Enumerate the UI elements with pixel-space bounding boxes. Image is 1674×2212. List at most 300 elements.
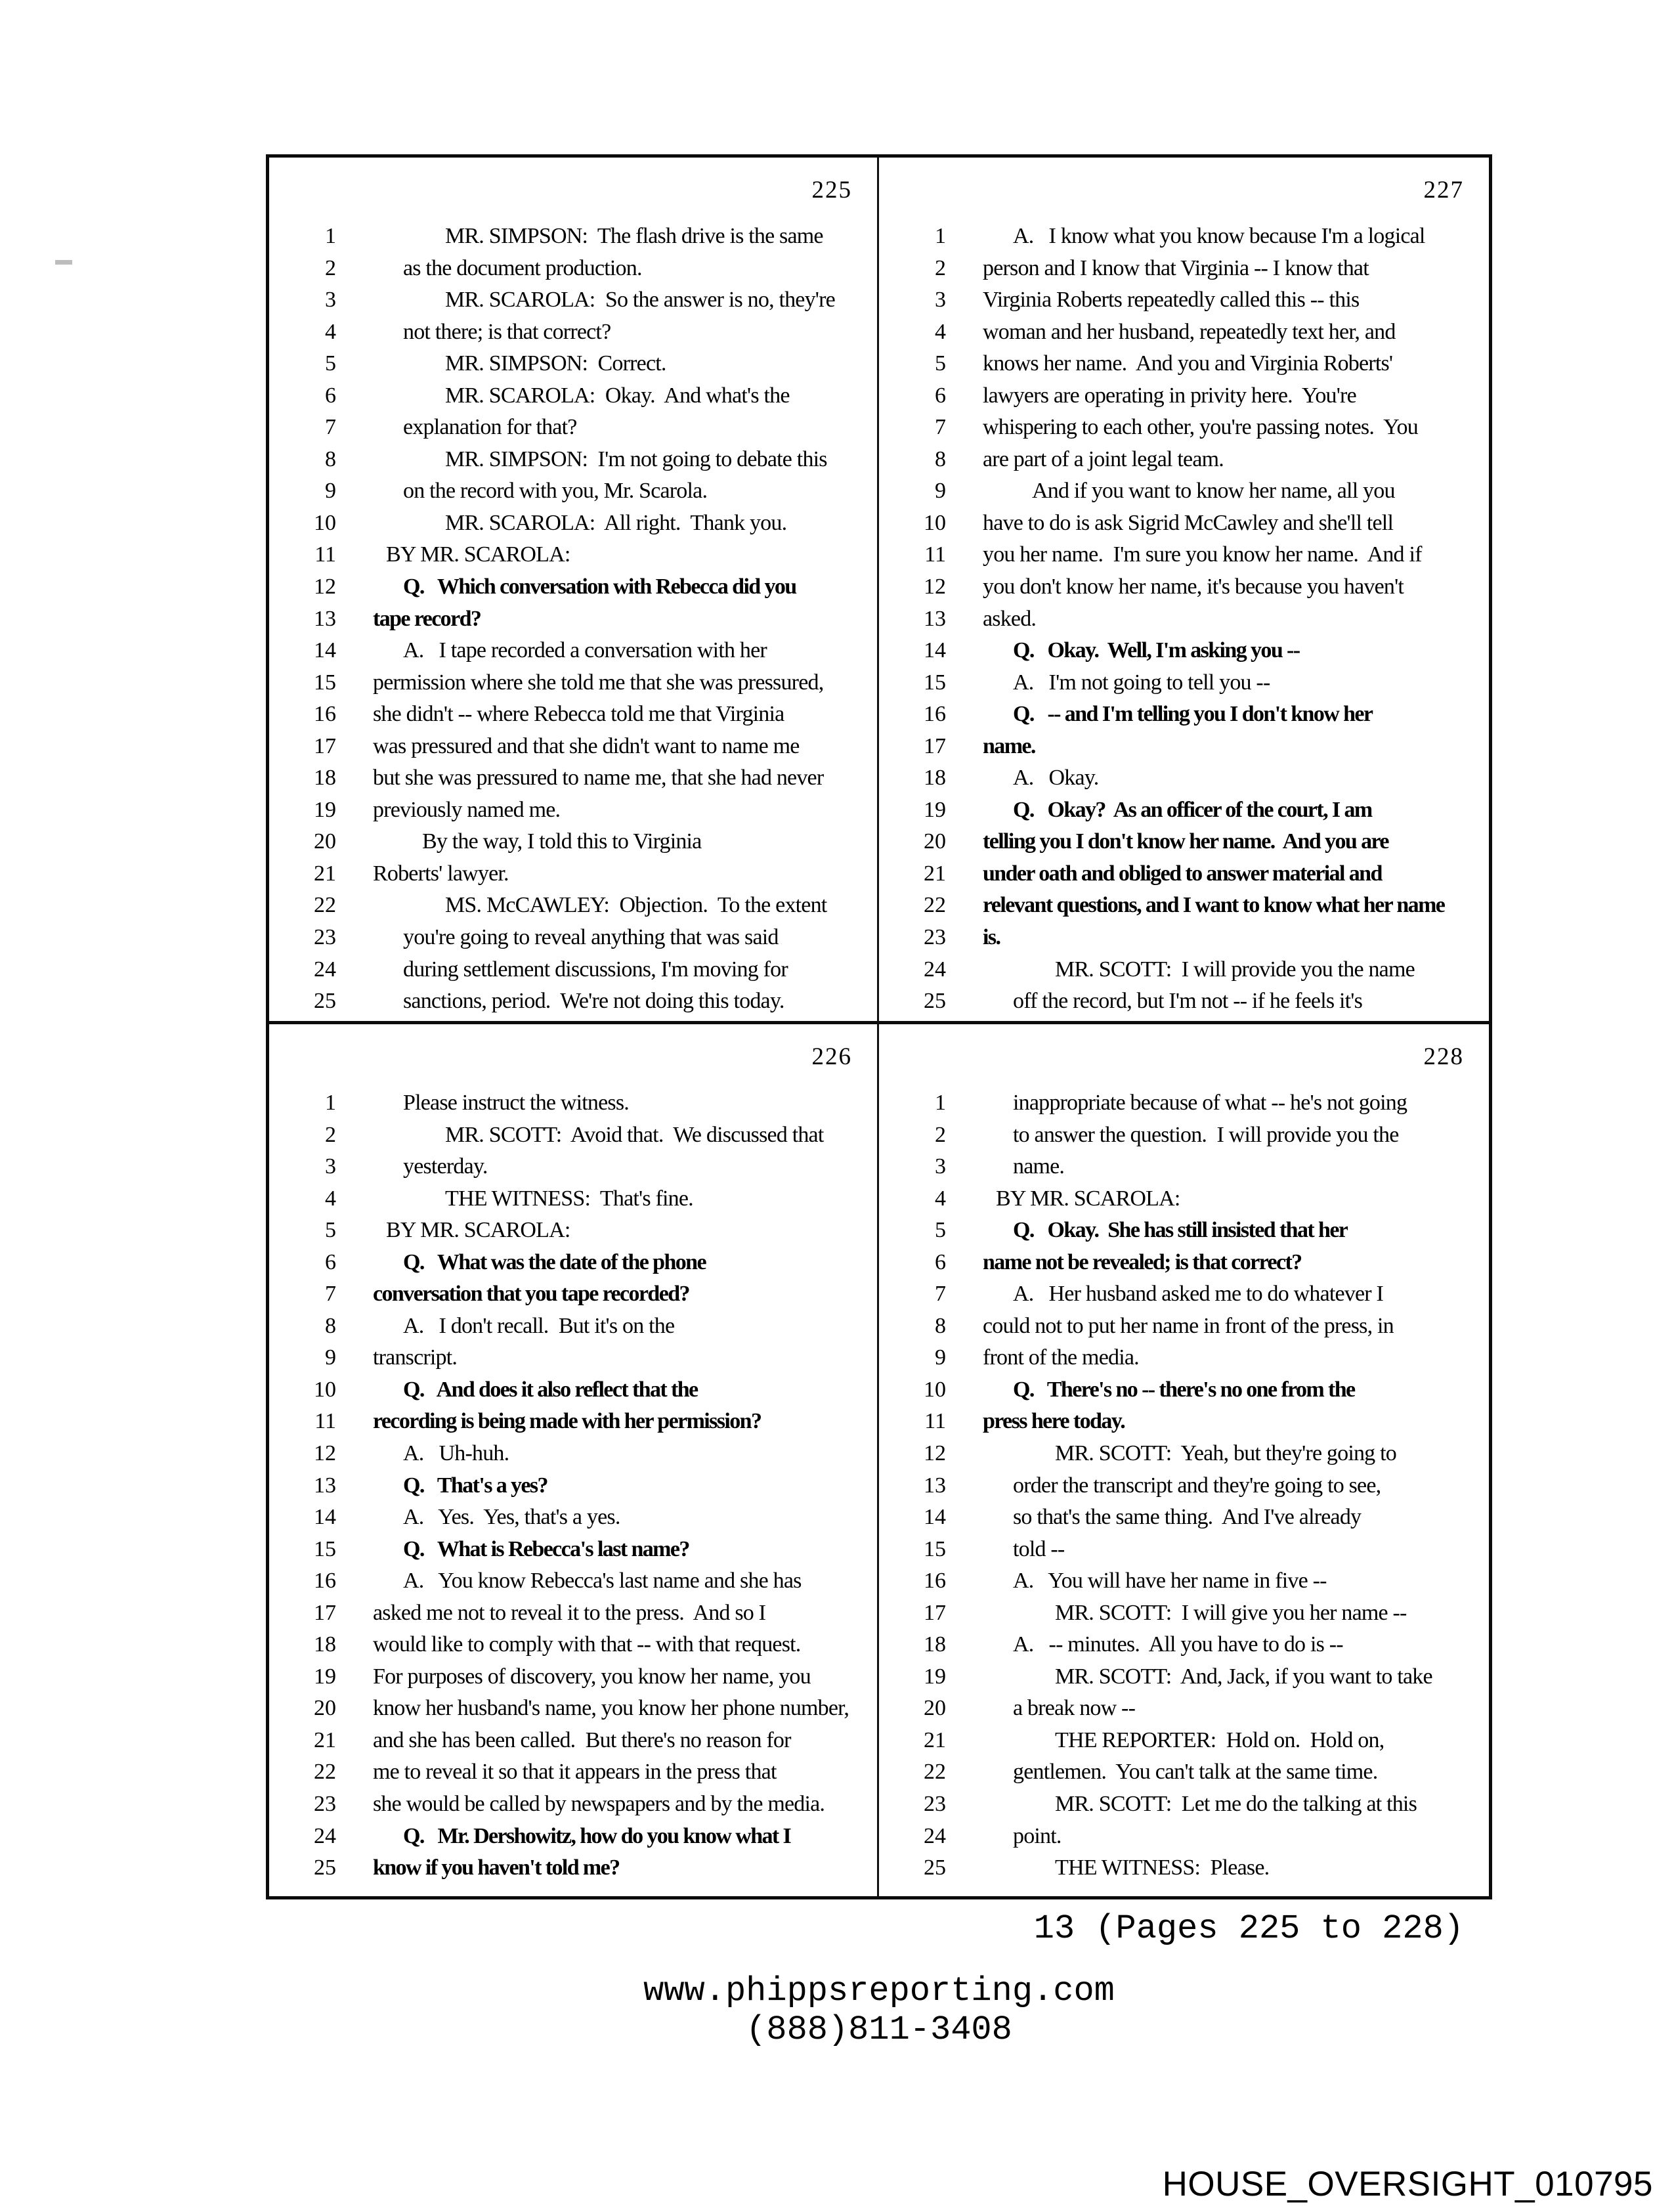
transcript-line [269, 1151, 877, 1183]
line-text: A. I tape recorded a conversation with her [403, 638, 767, 663]
line-number: 4 [325, 1186, 336, 1211]
line-number: 7 [935, 415, 946, 440]
line-number: 20 [924, 1696, 946, 1721]
line-text: A. Uh-huh. [403, 1441, 509, 1466]
line-text: MR. SCAROLA: Okay. And what's the [445, 383, 790, 408]
transcript-page-225 [269, 158, 879, 1024]
transcript-line [879, 890, 1489, 922]
line-number: 23 [924, 925, 946, 950]
line-text: knows her name. And you and Virginia Roberts' [983, 351, 1393, 376]
transcript-line [879, 1374, 1489, 1406]
line-number: 21 [924, 861, 946, 886]
line-number: 13 [314, 606, 336, 631]
line-text: sanctions, period. We're not doing this today. [403, 989, 784, 1014]
line-number: 2 [935, 1122, 946, 1147]
transcript-line [269, 858, 877, 890]
line-number: 21 [314, 1727, 336, 1752]
line-number: 16 [314, 702, 336, 727]
page-number: 228 [1423, 1043, 1464, 1070]
line-number: 14 [314, 638, 336, 663]
line-text: during settlement discussions, I'm moving for [403, 957, 788, 982]
transcript-line [269, 284, 877, 316]
line-text: asked. [983, 606, 1037, 631]
transcript-line [879, 1183, 1489, 1215]
transcript-line [269, 826, 877, 858]
line-number: 1 [325, 1091, 336, 1115]
line-number: 22 [314, 893, 336, 918]
line-number: 7 [325, 415, 336, 440]
line-number: 18 [314, 766, 336, 791]
line-text: point. [1013, 1823, 1062, 1848]
line-number: 24 [924, 957, 946, 982]
transcript-line [269, 1311, 877, 1343]
line-number: 16 [924, 702, 946, 727]
line-text: MR. SIMPSON: I'm not going to debate this [445, 446, 827, 471]
line-text: me to reveal it so that it appears in the press that [373, 1760, 777, 1785]
line-number: 6 [325, 1249, 336, 1274]
line-number: 18 [924, 1632, 946, 1657]
line-text: MR. SCOTT: Let me do the talking at this [1055, 1792, 1417, 1817]
line-text: have to do is ask Sigrid McCawley and she'll tell [983, 510, 1394, 535]
line-text: you her name. I'm sure you know her name. And if [983, 542, 1422, 567]
transcript-line [269, 1725, 877, 1757]
line-text: asked me not to reveal it to the press. And so I [373, 1600, 766, 1625]
line-text: a break now -- [1013, 1696, 1136, 1721]
transcript-line [879, 1629, 1489, 1661]
line-text: A. Her husband asked me to do whatever I [1013, 1282, 1384, 1307]
transcript-line [269, 603, 877, 636]
transcript-line [269, 253, 877, 285]
transcript-line [879, 316, 1489, 349]
transcript-line [269, 221, 877, 253]
transcript-line [269, 348, 877, 380]
transcript-line [879, 1502, 1489, 1534]
transcript-line [269, 508, 877, 540]
line-number: 4 [935, 319, 946, 344]
line-text: name not be revealed; is that correct? [983, 1249, 1302, 1274]
bates-number: HOUSE_OVERSIGHT_010795 [1162, 2165, 1653, 2203]
line-number: 14 [924, 1505, 946, 1530]
line-text: Q. -- and I'm telling you I don't know her [1013, 702, 1373, 727]
line-text: front of the media. [983, 1345, 1139, 1370]
transcript-line [269, 1342, 877, 1374]
transcript-line [879, 539, 1489, 571]
line-number: 13 [314, 1473, 336, 1498]
line-number: 3 [935, 288, 946, 313]
line-number: 1 [325, 224, 336, 248]
line-text: know her husband's name, you know her phone number, [373, 1696, 849, 1721]
line-number: 24 [314, 1823, 336, 1848]
line-text: Q. Okay. She has still insisted that her [1013, 1218, 1348, 1243]
transcript-line [269, 1374, 877, 1406]
line-text: and she has been called. But there's no reason for [373, 1727, 791, 1752]
transcript-line [269, 1597, 877, 1630]
transcript-line [879, 284, 1489, 316]
line-number: 15 [924, 670, 946, 695]
transcript-line [879, 922, 1489, 954]
line-number: 25 [924, 989, 946, 1014]
line-number: 14 [314, 1505, 336, 1530]
transcript-line [269, 571, 877, 603]
line-number: 8 [325, 446, 336, 471]
line-text: Roberts' lawyer. [373, 861, 509, 886]
footer-phone: (888)811-3408 [746, 2010, 1012, 2049]
transcript-lines [879, 221, 1489, 1018]
line-number: 14 [924, 638, 946, 663]
line-text: are part of a joint legal team. [983, 446, 1224, 471]
line-number: 3 [325, 1154, 336, 1179]
transcript-line [879, 986, 1489, 1018]
transcript-line [269, 539, 877, 571]
transcript-line [269, 1789, 877, 1821]
transcript-line [879, 1438, 1489, 1470]
transcript-line [269, 1565, 877, 1597]
line-text: MR. SCOTT: Avoid that. We discussed that [445, 1122, 824, 1147]
line-number: 3 [325, 288, 336, 313]
transcript-line [879, 412, 1489, 444]
transcript-line [879, 603, 1489, 636]
line-text: telling you I don't know her name. And you are [983, 829, 1388, 854]
line-text: MR. SCAROLA: All right. Thank you. [445, 510, 787, 535]
transcript-line [879, 1756, 1489, 1789]
transcript-line [879, 1342, 1489, 1374]
transcript-line [269, 1406, 877, 1438]
line-text: under oath and obliged to answer material and [983, 861, 1382, 886]
transcript-line [879, 1215, 1489, 1247]
line-text: A. I know what you know because I'm a logical [1013, 224, 1425, 248]
line-text: as the document production. [403, 255, 642, 280]
line-text: but she was pressured to name me, that she had never [373, 766, 824, 791]
line-text: A. I don't recall. But it's on the [403, 1313, 675, 1338]
line-number: 11 [924, 542, 946, 567]
line-text: on the record with you, Mr. Scarola. [403, 479, 708, 504]
line-number: 7 [325, 1282, 336, 1307]
line-text: Q. Okay? As an officer of the court, I am [1013, 797, 1372, 822]
line-text: conversation that you tape recorded? [373, 1282, 689, 1307]
line-number: 15 [924, 1536, 946, 1561]
line-number: 12 [924, 1441, 946, 1466]
line-number: 8 [325, 1313, 336, 1338]
line-text: recording is being made with her permission? [373, 1409, 762, 1434]
line-number: 15 [314, 670, 336, 695]
transcript-line [269, 1821, 877, 1853]
transcript-line [879, 1406, 1489, 1438]
line-text: you're going to reveal anything that was said [403, 925, 779, 950]
transcript-line [879, 1151, 1489, 1183]
line-number: 12 [924, 575, 946, 599]
footer-page-range: 13 (Pages 225 to 228) [1033, 1909, 1464, 1948]
line-number: 1 [935, 1091, 946, 1115]
line-text: Q. And does it also reflect that the [403, 1377, 698, 1402]
transcript-line [879, 1119, 1489, 1152]
line-text: Please instruct the witness. [403, 1091, 629, 1115]
line-text: Q. Mr. Dershowitz, how do you know what I [403, 1823, 791, 1848]
line-number: 5 [325, 351, 336, 376]
line-number: 7 [935, 1282, 946, 1307]
transcript-line [269, 794, 877, 827]
line-number: 3 [935, 1154, 946, 1179]
line-number: 15 [314, 1536, 336, 1561]
transcript-line [879, 1821, 1489, 1853]
transcript-line [269, 1502, 877, 1534]
line-number: 20 [314, 829, 336, 854]
line-text: MR. SCOTT: Yeah, but they're going to [1055, 1441, 1396, 1466]
transcript-line [879, 826, 1489, 858]
line-text: Virginia Roberts repeatedly called this -- this [983, 288, 1360, 313]
line-number: 2 [325, 255, 336, 280]
line-number: 6 [935, 1249, 946, 1274]
line-text: so that's the same thing. And I've already [1013, 1505, 1362, 1530]
transcript-line [269, 380, 877, 412]
line-number: 16 [924, 1569, 946, 1594]
line-number: 17 [314, 1600, 336, 1625]
line-text: BY MR. SCAROLA: [386, 542, 570, 567]
transcript-line [879, 858, 1489, 890]
line-number: 12 [314, 1441, 336, 1466]
transcript-line [269, 1534, 877, 1566]
transcript-line [879, 348, 1489, 380]
line-number: 13 [924, 1473, 946, 1498]
transcript-line [269, 1470, 877, 1502]
transcript-line [269, 1087, 877, 1119]
transcript-line [269, 412, 877, 444]
line-text: MS. McCAWLEY: Objection. To the extent [445, 893, 827, 918]
line-number: 18 [924, 766, 946, 791]
line-text: you don't know her name, it's because you haven't [983, 575, 1404, 599]
line-text: told -- [1013, 1536, 1065, 1561]
line-number: 10 [314, 1377, 336, 1402]
line-number: 5 [935, 351, 946, 376]
line-text: previously named me. [373, 797, 561, 822]
line-text: BY MR. SCAROLA: [996, 1186, 1180, 1211]
transcript-line [269, 699, 877, 731]
line-text: know if you haven't told me? [373, 1855, 620, 1880]
line-number: 2 [325, 1122, 336, 1147]
transcript-lines [269, 221, 877, 1018]
line-text: MR. SCOTT: I will provide you the name [1055, 957, 1415, 982]
line-text: THE WITNESS: That's fine. [445, 1186, 693, 1211]
transcript-line [269, 1183, 877, 1215]
line-number: 19 [314, 1664, 336, 1689]
line-number: 20 [314, 1696, 336, 1721]
transcript-line [879, 1789, 1489, 1821]
line-text: was pressured and that she didn't want to name me [373, 733, 800, 758]
line-number: 12 [314, 575, 336, 599]
line-text: THE WITNESS: Please. [1055, 1855, 1270, 1880]
transcript-line [879, 1661, 1489, 1693]
line-text: tape record? [373, 606, 481, 631]
line-text: would like to comply with that -- with that request. [373, 1632, 801, 1657]
line-number: 1 [935, 224, 946, 248]
transcript-line [269, 1438, 877, 1470]
transcript-line [269, 635, 877, 667]
scan-artifact [55, 260, 72, 265]
line-number: 13 [924, 606, 946, 631]
transcript-line [269, 1852, 877, 1884]
line-text: she would be called by newspapers and by the media. [373, 1792, 825, 1817]
line-text: not there; is that correct? [403, 319, 611, 344]
line-number: 19 [924, 1664, 946, 1689]
transcript-line [269, 986, 877, 1018]
line-text: For purposes of discovery, you know her name, you [373, 1664, 811, 1689]
transcript-line [879, 667, 1489, 699]
line-text: And if you want to know her name, all you [1032, 479, 1395, 504]
line-text: Q. Okay. Well, I'm asking you -- [1013, 638, 1300, 663]
transcript-line [879, 1597, 1489, 1630]
line-text: woman and her husband, repeatedly text her, and [983, 319, 1396, 344]
line-text: By the way, I told this to Virginia [422, 829, 702, 854]
line-number: 4 [325, 319, 336, 344]
line-number: 11 [314, 1409, 336, 1434]
line-number: 5 [325, 1218, 336, 1243]
line-number: 9 [935, 479, 946, 504]
transcript-line [879, 380, 1489, 412]
line-number: 8 [935, 446, 946, 471]
line-number: 25 [924, 1855, 946, 1880]
line-number: 11 [924, 1409, 946, 1434]
transcript-line [879, 1470, 1489, 1502]
line-text: MR. SCOTT: And, Jack, if you want to take [1055, 1664, 1432, 1689]
line-text: person and I know that Virginia -- I know that [983, 255, 1369, 280]
transcript-line [879, 794, 1489, 827]
line-number: 2 [935, 255, 946, 280]
page-number: 225 [811, 177, 852, 204]
line-number: 17 [924, 1600, 946, 1625]
line-text: Q. What is Rebecca's last name? [403, 1536, 689, 1561]
line-number: 24 [924, 1823, 946, 1848]
transcript-line [269, 762, 877, 794]
transcript-line [879, 475, 1489, 508]
line-number: 18 [314, 1632, 336, 1657]
line-text: press here today. [983, 1409, 1125, 1434]
transcript-line [269, 1247, 877, 1279]
transcript-line [269, 922, 877, 954]
line-number: 11 [314, 542, 336, 567]
line-text: inappropriate because of what -- he's not going [1013, 1091, 1407, 1115]
transcript-line [879, 1247, 1489, 1279]
line-text: MR. SCAROLA: So the answer is no, they're [445, 288, 835, 313]
line-text: MR. SIMPSON: Correct. [445, 351, 666, 376]
line-text: explanation for that? [403, 415, 577, 440]
transcript-line [269, 890, 877, 922]
line-text: order the transcript and they're going to see, [1013, 1473, 1381, 1498]
line-number: 25 [314, 989, 336, 1014]
line-text: could not to put her name in front of the press, in [983, 1313, 1394, 1338]
transcript-line [879, 954, 1489, 986]
line-text: MR. SCOTT: I will give you her name -- [1055, 1600, 1407, 1625]
line-text: yesterday. [403, 1154, 488, 1179]
line-number: 23 [314, 1792, 336, 1817]
line-text: A. You will have her name in five -- [1013, 1569, 1327, 1594]
transcript-lines [269, 1087, 877, 1884]
line-text: is. [983, 925, 1000, 950]
transcript-line [269, 475, 877, 508]
transcript-line [879, 1278, 1489, 1311]
transcript-line [879, 1311, 1489, 1343]
line-text: gentlemen. You can't talk at the same time. [1013, 1760, 1378, 1785]
transcript-page-227 [879, 158, 1489, 1024]
line-number: 22 [314, 1760, 336, 1785]
line-number: 8 [935, 1313, 946, 1338]
line-text: Q. Which conversation with Rebecca did you [403, 575, 796, 599]
line-text: transcript. [373, 1345, 458, 1370]
line-number: 19 [314, 797, 336, 822]
line-text: BY MR. SCAROLA: [386, 1218, 570, 1243]
transcript-line [879, 731, 1489, 763]
line-text: Q. What was the date of the phone [403, 1249, 706, 1274]
line-number: 21 [924, 1727, 946, 1752]
line-text: THE REPORTER: Hold on. Hold on, [1055, 1727, 1384, 1752]
transcript-line [269, 316, 877, 349]
transcript-line [879, 762, 1489, 794]
transcript-line [269, 1215, 877, 1247]
transcript-line [269, 731, 877, 763]
line-number: 6 [935, 383, 946, 408]
line-number: 6 [325, 383, 336, 408]
line-number: 10 [314, 510, 336, 535]
line-text: A. Yes. Yes, that's a yes. [403, 1505, 620, 1530]
line-number: 22 [924, 1760, 946, 1785]
transcript-line [269, 1693, 877, 1725]
transcript-line [269, 1629, 877, 1661]
line-number: 10 [924, 1377, 946, 1402]
transcript-line [269, 954, 877, 986]
line-text: MR. SIMPSON: The flash drive is the same [445, 224, 823, 248]
line-number: 19 [924, 797, 946, 822]
line-number: 24 [314, 957, 336, 982]
line-text: permission where she told me that she was pressured, [373, 670, 824, 695]
line-text: Q. That's a yes? [403, 1473, 547, 1498]
line-number: 23 [314, 925, 336, 950]
line-number: 17 [924, 733, 946, 758]
transcript-line [879, 699, 1489, 731]
transcript-line [879, 444, 1489, 476]
line-text: name. [983, 733, 1035, 758]
line-text: A. Okay. [1013, 766, 1099, 791]
line-number: 16 [314, 1569, 336, 1594]
line-text: lawyers are operating in privity here. You're [983, 383, 1356, 408]
transcript-line [879, 253, 1489, 285]
transcript-line [879, 508, 1489, 540]
transcript-line [879, 1087, 1489, 1119]
transcript-line [879, 1725, 1489, 1757]
transcript-line [879, 1565, 1489, 1597]
line-text: off the record, but I'm not -- if he feels it's [1013, 989, 1363, 1014]
transcript-page-228 [879, 1024, 1489, 1896]
transcript-line [879, 635, 1489, 667]
line-text: A. -- minutes. All you have to do is -- [1013, 1632, 1343, 1657]
transcript-line [269, 444, 877, 476]
condensed-transcript-grid [266, 154, 1492, 1899]
line-text: to answer the question. I will provide you the [1013, 1122, 1399, 1147]
line-text: she didn't -- where Rebecca told me that Virginia [373, 702, 784, 727]
line-number: 25 [314, 1855, 336, 1880]
line-text: A. You know Rebecca's last name and she has [403, 1569, 802, 1594]
line-text: relevant questions, and I want to know what her name [983, 893, 1445, 918]
transcript-line [269, 1661, 877, 1693]
transcript-line [269, 1756, 877, 1789]
line-number: 5 [935, 1218, 946, 1243]
line-number: 23 [924, 1792, 946, 1817]
transcript-line [879, 1852, 1489, 1884]
line-text: whispering to each other, you're passing notes. You [983, 415, 1418, 440]
line-text: Q. There's no -- there's no one from the [1013, 1377, 1355, 1402]
transcript-line [879, 571, 1489, 603]
line-number: 9 [325, 479, 336, 504]
transcript-page-226 [269, 1024, 879, 1896]
line-text: A. I'm not going to tell you -- [1013, 670, 1270, 695]
line-number: 9 [325, 1345, 336, 1370]
